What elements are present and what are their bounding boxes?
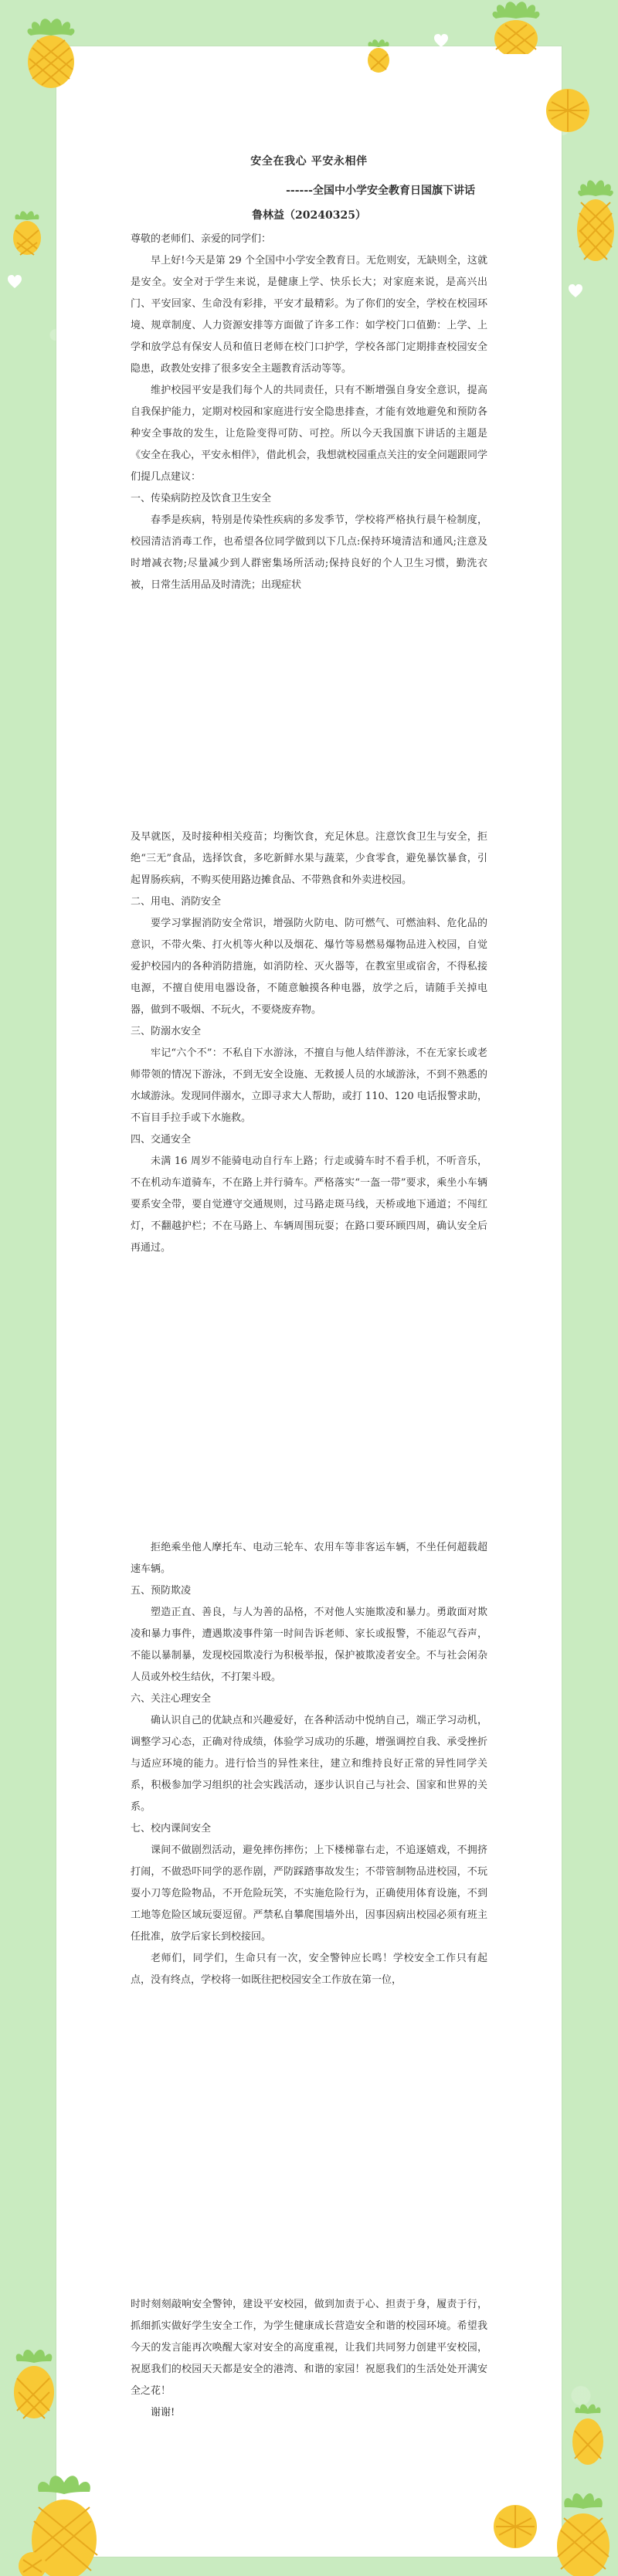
thanks-line: 谢谢!	[151, 2407, 175, 2418]
paragraph-closing-b: 时时刻刻敲响安全警钟，建设平安校园，做到加责于心、担责于身，履责于行，抓细抓实做好学生安全工作，为学生健康成长营造安全和谐的校园环境。希望我今天的发言能再次唤醒大家对安全的高度重视，让我们共同努力创建平安校园，祝愿我们的校园天天都是安全的港湾、和谐的家园！祝愿我们的生活处处开满安全之花！	[131, 2299, 487, 2397]
text-block-1	[131, 229, 487, 596]
section-heading-5: 五、预防欺凌	[131, 1585, 192, 1597]
document-paper	[56, 46, 562, 2557]
paragraph-section-2: 要学习掌握消防安全常识，增强防火防电、防可燃气、可燃油料、危化品的意识，不带火柴、打火机等火种以及烟花、爆竹等易燃易爆物品进入校园，自觉爱护校园内的各种消防措施，如消防栓、灭火器等，在教室里或宿舍，不得私接电源，不擅自使用电器设备，不随意触摸各种电器，放学之后，请随手关掉电器，做到不吸烟、不玩火，不要烧废弃物。	[131, 918, 487, 1016]
section-heading-1: 一、传染病防控及饮食卫生安全	[131, 493, 272, 504]
text-block-2	[131, 826, 487, 1259]
text-block-4	[131, 2294, 487, 2424]
section-heading-3: 三、防溺水安全	[131, 1026, 202, 1037]
greeting: 尊敬的老师们、亲爱的同学们：	[131, 233, 272, 245]
section-heading-6: 六、关注心理安全	[131, 1693, 212, 1705]
section-heading-7: 七、校内课间安全	[131, 1823, 212, 1834]
paragraph-section-1-a: 春季是疾病，特别是传染性疾病的多发季节，学校将严格执行晨午检制度，校园清洁消毒工作，也希望各位同学做到以下几点:保持环境清洁和通风;注意及时增减衣物;尽量减少到人群密集场所活动;保持良好的个人卫生习惯，勤洗衣被，日常生活用品及时清洗；出现症状	[131, 514, 487, 591]
paragraph-section-3: 牢记“六个不”：不私自下水游泳，不擅自与他人结伴游泳，不在无家长或老师带领的情况下游泳，不到无安全设施、无救援人员的水域游泳，不到不熟悉的水域游泳。发现同伴溺水，立即寻求大人帮助，或打 110、120 电话报警求助，不盲目手拉手或下水施救。	[131, 1047, 487, 1124]
paragraph-section-4-a: 未满 16 周岁不能骑电动自行车上路；行走或骑车时不看手机，不听音乐，不在机动车道骑车，不在路上并行骑车。严格落实“一盔一带”要求，乘坐小车辆要系安全带，要自觉遵守交通规则，过马路走斑马线，天桥或地下通道；不闯红灯，不翻越护栏；不在马路上、车辆周围玩耍；在路口要环顾四周，确认安全后再通过。	[131, 1156, 487, 1254]
paragraph-section-7: 课间不做剧烈活动，避免摔伤摔伤；上下楼梯靠右走，不追逐嬉戏，不拥挤打闹，不做恐吓同学的恶作剧，严防踩踏事故发生；不带管制物品进校园，不玩耍小刀等危险物品，不开危险玩笑，不实施危险行为，正确使用体育设施，不到工地等危险区域玩耍逗留。严禁私自攀爬围墙外出，因事因病出校园必须有班主任批准，放学后家长到校接回。	[131, 1845, 487, 1943]
paragraph-section-4-b: 拒绝乘坐他人摩托车、电动三轮车、农用车等非客运车辆，不坐任何超载超速车辆。	[131, 1542, 487, 1575]
document-subtitle: ------全国中小学安全教育日国旗下讲话	[286, 185, 475, 197]
paragraph-intro: 早上好!今天是第 29 个全国中小学安全教育日。无危则安，无缺则全，这就是安全。安全对于学生来说，是健康上学、快乐长大；对家庭来说，是高兴出门、平安回家、生命没有彩排，平安才最精彩。为了你们的安全，学校在校园环境、规章制度、人力资源安排等方面做了许多工作：如学校门口值勤：上学、上学和放学总有保安人员和值日老师在校门口护学，学校各部门定期排查校园安全隐患，政教处安排了很多安全主题教育活动等等。	[131, 255, 487, 375]
paragraph-section-6: 确认识自己的优缺点和兴趣爱好，在各种活动中悦纳自己，端正学习动机，调整学习心态，正确对待成绩，体验学习成功的乐趣，增强调控自我、承受挫折与适应环境的能力。进行恰当的异性来往，建立和维持良好正常的异性同学关系，积极参加学习组织的社会实践活动，逐步认识自己与社会、国家和世界的关系。	[131, 1715, 487, 1813]
document-title: 安全在我心 平安永相伴	[250, 155, 368, 168]
paragraph-responsibility: 维护校园平安是我们每个人的共同责任，只有不断增强自身安全意识，提高自我保护能力，定期对校园和家庭进行安全隐患排查，才能有效地避免和预防各种安全事故的发生，让危险变得可防、可控。所以今天我国旗下讲话的主题是《安全在我心，平安永相伴》，借此机会，我想就校园重点关注的安全问题跟同学们提几点建议：	[131, 385, 487, 483]
document-author-date: 鲁林益（20240325）	[252, 209, 366, 222]
paragraph-section-1-b: 及早就医，及时接种相关疫苗；均衡饮食，充足休息。注意饮食卫生与安全，拒绝“三无”食品，选择饮食，多吃新鲜水果与蔬菜，少食零食，避免暴饮暴食，引起胃肠疾病，不购买使用路边摊食品、不带熟食和外卖进校园。	[131, 831, 487, 886]
section-heading-4: 四、交通安全	[131, 1134, 192, 1145]
paragraph-section-5: 塑造正直、善良，与人为善的品格，不对他人实施欺凌和暴力。勇敢面对欺凌和暴力事件，遭遇欺凌事件第一时间告诉老师、家长或报警，不能忍气吞声，不能以暴制暴，发现校园欺凌行为积极举报，保护被欺凌者安全。不与社会闲杂人员或外校生结伙，不打架斗殴。	[131, 1607, 487, 1683]
text-block-3	[131, 1537, 487, 1991]
document-content	[56, 46, 562, 2557]
section-heading-2: 二、用电、消防安全	[131, 896, 222, 908]
paragraph-closing-a: 老师们，同学们，生命只有一次，安全警钟应长鸣！学校安全工作只有起点，没有终点，学校将一如既往把校园安全工作放在第一位，	[131, 1953, 487, 1986]
